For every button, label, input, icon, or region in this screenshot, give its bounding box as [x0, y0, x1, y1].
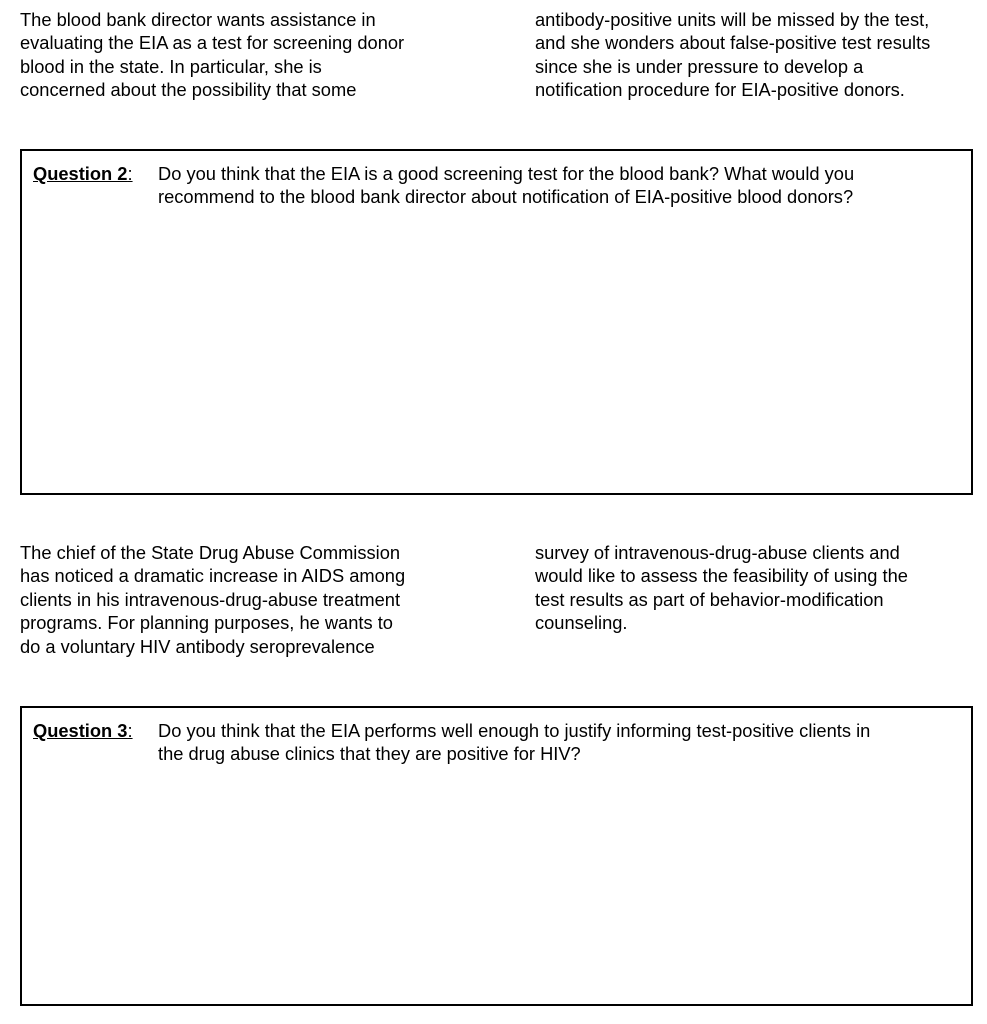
- question-2-colon: :: [127, 163, 133, 184]
- drug-commission-text-left: The chief of the State Drug Abuse Commission has noticed a dramatic increase in AIDS among clients in his intravenous-drug-abuse treatment programs. For planning purposes, he wants to do a voluntary HIV antibody seroprevalence: [20, 542, 406, 657]
- question-2-answer-box[interactable]: [20, 149, 973, 495]
- question-3-answer-box[interactable]: [20, 706, 973, 1006]
- question-2-label: [33, 162, 133, 185]
- question-3-text: Do you think that the EIA performs well enough to justify informing test-positive clients in the drug abuse clinics that they are positive for HIV?: [158, 720, 871, 765]
- question-3-colon: :: [127, 720, 133, 741]
- question-2-text: Do you think that the EIA is a good screening test for the blood bank? What would you recommend to the blood bank director about notification of EIA-positive blood donors?: [158, 163, 855, 208]
- blood-bank-text-left: The blood bank director wants assistance in evaluating the EIA as a test for screening donor blood in the state. In particular, she is concerned about the possibility that some: [20, 9, 405, 101]
- drug-commission-text-right: survey of intravenous-drug-abuse clients and would like to assess the feasibility of using the test results as part of behavior-modification counseling.: [535, 542, 908, 634]
- blood-bank-text-right: antibody-positive units will be missed by the test, and she wonders about false-positive test results since she is under pressure to develop a notification procedure for EIA-positive donors.: [535, 9, 931, 101]
- question-3-label-text: Question 3: [33, 720, 128, 741]
- question-3-label: [33, 719, 133, 742]
- question-2-label-text: Question 2: [33, 163, 128, 184]
